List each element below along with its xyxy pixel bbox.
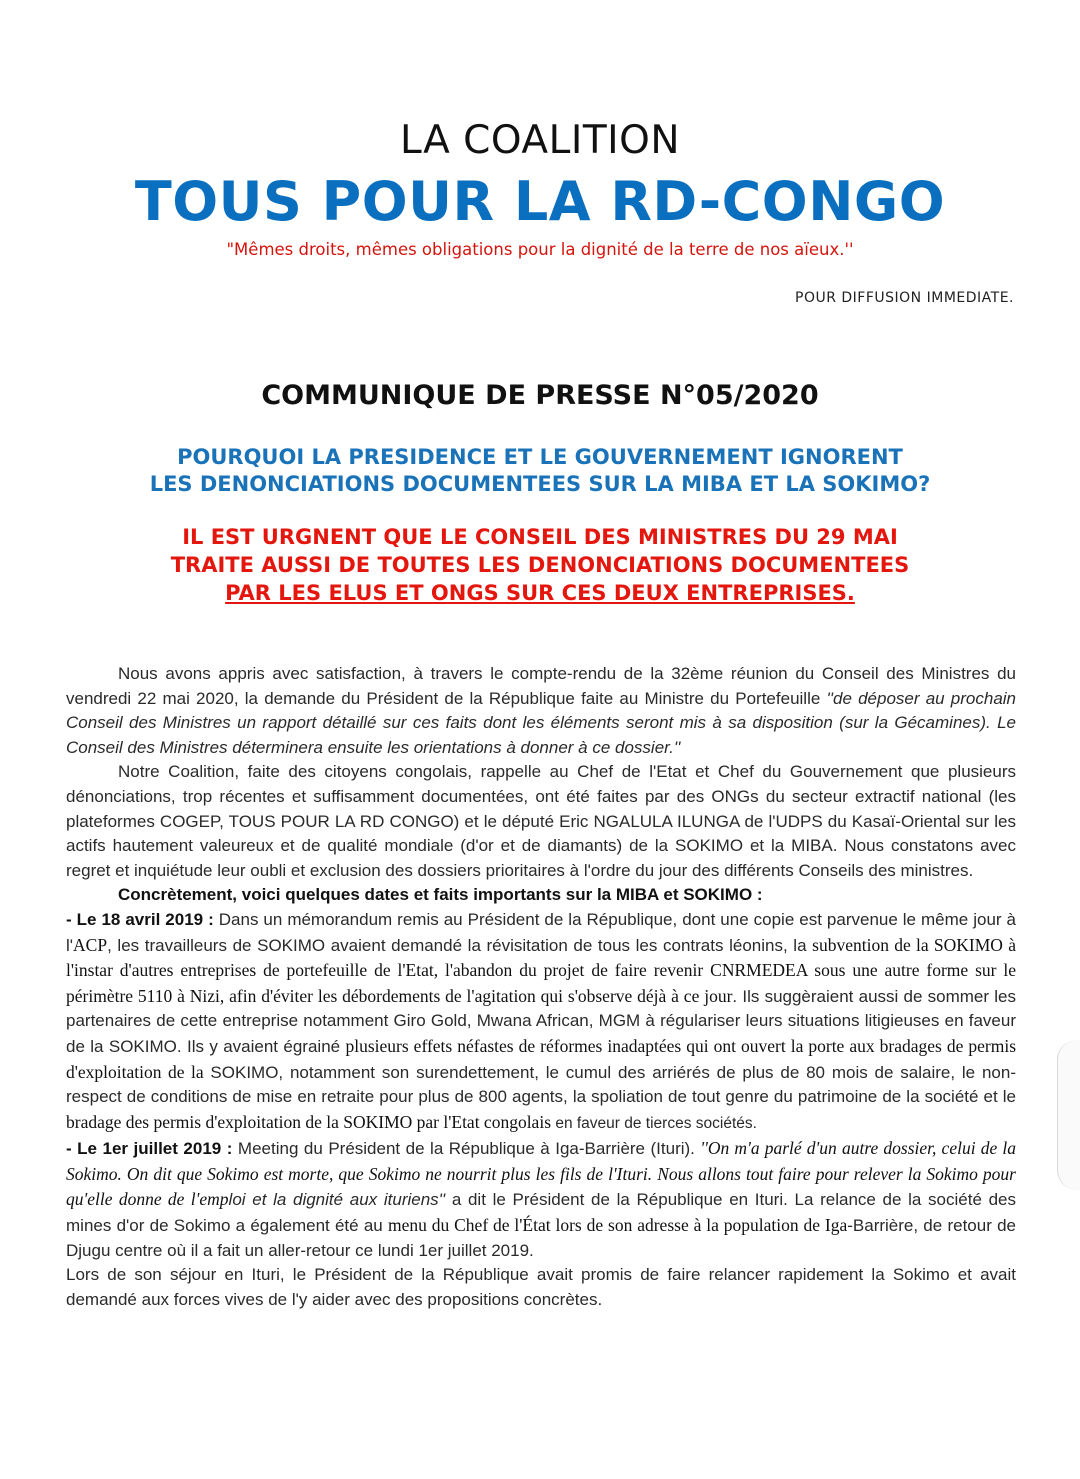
- facts-subheading: Concrètement, voici quelques dates et faits importants sur la MIBA et SOKIMO :: [118, 885, 763, 905]
- fact-date-label: - Le 18 avril 2019 :: [66, 909, 214, 929]
- blue-headline-line-1: POURQUOI LA PRESIDENCE ET LE GOUVERNEMENT IGNORENT: [177, 445, 903, 469]
- paragraph-2: Notre Coalition, faite des citoyens congolais, rappelle au Chef de l'Etat et Chef du Gouvernement que plusieurs dénonciations, trop récentes et suffisamment documentées, ont été faites par des ONGs du secteur extractif national (les plateformes COGEP, TOUS POUR LA RD CONGO) et le député Eric NGALULA ILUNGA de l'UDPS du Kasaï-Oriental sur les actifs hautement valeureux et de qualité mondiale (d'or et de diamants) de la SOKIMO et la MIBA. Nous constatons avec regret et inquiétude leur oubli et exclusion des dossiers prioritaires à l'ordre du jour des différents Conseils des ministres.: [66, 762, 1016, 880]
- red-headline: [0, 523, 1080, 607]
- coalition-heading: LA COALITION: [399, 118, 681, 163]
- paragraph-1: [66, 662, 1016, 760]
- paragraph-last: Lors de son séjour en Ituri, le Président de la République avait promis de faire relancer rapidement la Sokimo et avait demandé aux forces vives de l'y aider avec des propositions concrètes.: [66, 1265, 1016, 1309]
- paragraph-1-text: Nous avons appris avec satisfaction, à travers le compte-rendu de la 32ème réunion du Conseil des Ministres du vendredi 22 mai 2020, la demande du Président de la République faite au Ministre du Portefeuille: [66, 664, 1016, 708]
- page-edge-handle: [1057, 1040, 1080, 1190]
- diffusion-notice: POUR DIFFUSION IMMEDIATE.: [795, 290, 1014, 306]
- fact-date-label: - Le 1er juillet 2019 :: [66, 1139, 233, 1159]
- body-text: [66, 662, 1016, 1312]
- red-headline-line-3: PAR LES ELUS ET ONGS SUR CES DEUX ENTREPRISES.: [225, 581, 855, 605]
- red-headline-line-1: IL EST URGNENT QUE LE CONSEIL DES MINISTRES DU 29 MAI: [182, 525, 898, 549]
- blue-headline-line-2: LES DENONCIATIONS DOCUMENTEES SUR LA MIBA ET LA SOKIMO?: [149, 472, 931, 496]
- fact-1er-juillet-2019: - Le 1er juillet 2019 : Meeting du Président de la République à Iga-Barrière (Ituri). ''On m'a parlé d'un autre dossier, celui de la Sokimo. On dit que Sokimo est morte, que Sokimo ne nourrit plus les fils de l'Ituri. Nous allons tout faire pour relever la Sokimo pour qu'elle donne de l'emploi et la dignité aux ituriens'' a dit le Président de la République en Ituri. La relance de la société des mines d'or de Sokimo a également été au menu du Chef de l'État lors de son adresse à la population de Iga-Barrière, de retour de Djugu centre où il a fait un aller-retour ce lundi 1er juillet 2019.: [66, 1138, 1017, 1260]
- organization-name: TOUS POUR LA RD-CONGO: [134, 170, 946, 233]
- paragraph-1-quote: ''de déposer au prochain Conseil des Ministres un rapport détaillé sur ces faits dont les éléments seront mis à sa disposition (sur la Gécamines). Le Conseil des Ministres déterminera ensuite les orientations à donner à ce dossier.'': [66, 688, 1017, 757]
- press-release-title: COMMUNIQUE DE PRESSE N°05/2020: [261, 380, 819, 411]
- blue-headline: [0, 444, 1080, 498]
- motto: "Mêmes droits, mêmes obligations pour la dignité de la terre de nos aïeux.'': [226, 240, 854, 259]
- fact-18-avril-2019: - Le 18 avril 2019 : Dans un mémorandum remis au Président de la République, dont une copie est parvenue le même jour à l'ACP, les travailleurs de SOKIMO avaient demandé la révisitation de tous les contrats léonins, la subvention de la SOKIMO à l'instar d'autres entreprises de portefeuille de l'Etat, l'abandon du projet de faire revenir CNRMEDEA sous une autre forme sur le périmètre 5110 à Nizi, afin d'éviter les débordements de l'agitation qui s'observe déjà à ce jour. Ils suggèraient aussi de sommer les partenaires de cette entreprise notamment Giro Gold, Mwana African, MGM à régulariser leurs situations litigieuses en faveur de la SOKIMO. Ils y avaient égrainé plusieurs effets néfastes de réformes inadaptées qui ont ouvert la porte aux bradages de permis d'exploitation de la SOKIMO, notamment son surendettement, le cumul des arriérés de plus de 80 mois de salaire, le non-respect de conditions de mise en retraite pour plus de 800 agents, la spoliation de tout genre du patrimoine de la société et le bradage des permis d'exploitation de la SOKIMO par l'Etat congolais en faveur de tierces sociétés.: [66, 909, 1016, 1132]
- red-headline-line-2: TRAITE AUSSI DE TOUTES LES DENONCIATIONS DOCUMENTEES: [170, 553, 910, 577]
